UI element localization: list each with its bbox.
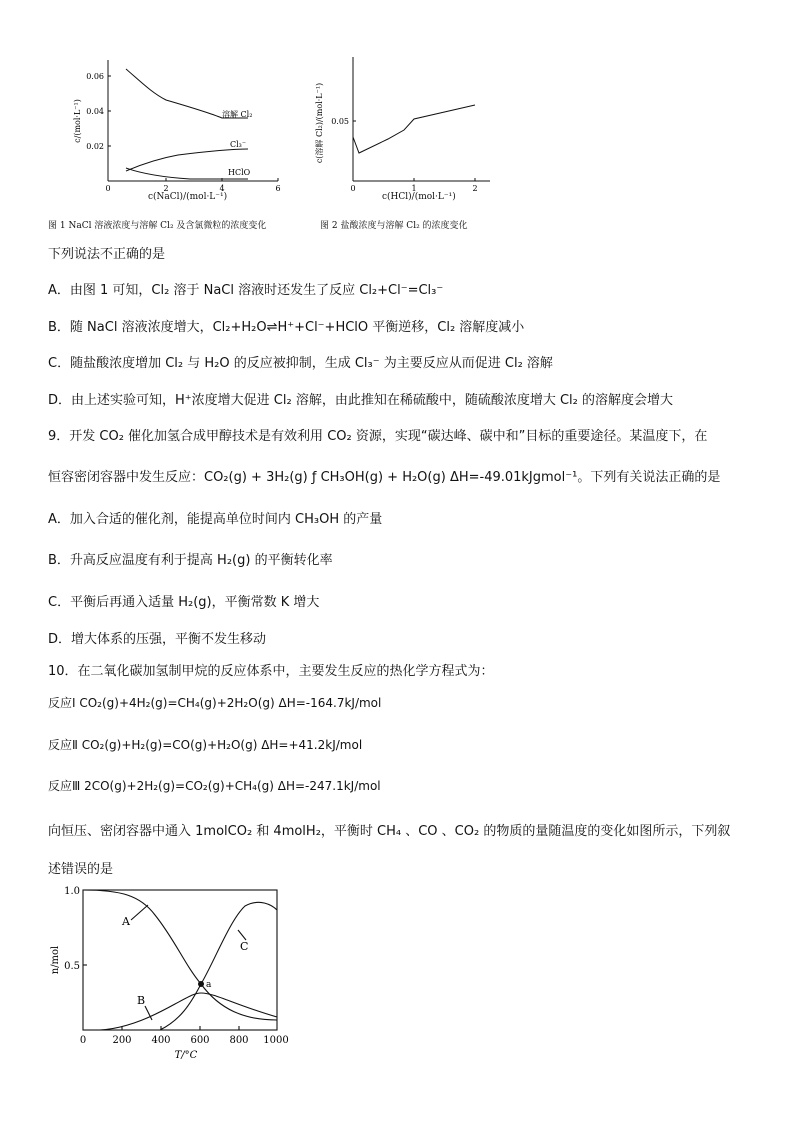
- fig2-xlabel: c(HCl)/(mol·L⁻¹): [382, 192, 456, 202]
- q9-option-c: C．平衡后再通入适量 H₂(g)，平衡常数 K 增大: [48, 595, 320, 610]
- fig3-xtick-2: 400: [151, 1035, 171, 1046]
- q9-option-b: B．升高反应温度有利于提高 H₂(g) 的平衡转化率: [48, 553, 333, 568]
- q9-option-d: D．增大体系的压强，平衡不发生移动: [48, 632, 267, 647]
- fig2-xtick-0: 0: [350, 184, 356, 193]
- fig2-xtick-1: 1: [411, 184, 417, 193]
- fig3-ytick-1: 1.0: [64, 886, 80, 897]
- q9-option-a: A．加入合适的催化剂，能提高单位时间内 CH₃OH 的产量: [48, 512, 383, 527]
- q10-stem-3: 述错误的是: [48, 862, 114, 877]
- fig3-ytick-2: 0.5: [64, 961, 80, 972]
- fig3-xtick-1: 200: [112, 1035, 132, 1046]
- q8-option-a: A．由图 1 可知，Cl₂ 溶于 NaCl 溶液时还发生了反应 Cl₂+Cl⁻=Cl₃⁻: [48, 283, 444, 298]
- q10-stem: 10．在二氧化碳加氢制甲烷的反应体系中，主要发生反应的热化学方程式为：: [48, 664, 494, 679]
- q10-reaction-1: 反应Ⅰ CO₂(g)+4H₂(g)=CH₄(g)+2H₂O(g) ΔH=-164.7kJ/mol: [48, 696, 382, 710]
- curve-c: [83, 902, 277, 1030]
- fig1-caption: 图 1 NaCl 溶液浓度与溶解 Cl₂ 及含氯微粒的浓度变化: [48, 221, 267, 231]
- q9-stem-2: 恒容密闭容器中发生反应：CO₂(g) + 3H₂(g) ƒ CH₃OH(g) + H₂O(g) ΔH=-49.01kJgmol⁻¹。下列有关说法正确的是: [48, 470, 721, 485]
- curve-c-label: C: [240, 940, 249, 953]
- q10-stem-2: 向恒压、密闭容器中通入 1molCO₂ 和 4molH₂，平衡时 CH₄ 、CO 、CO₂ 的物质的量随温度的变化如图所示，下列叙: [48, 824, 731, 839]
- fig1-label-dissolved: 溶解 Cl₂: [222, 110, 253, 119]
- curve-a-label: A: [122, 915, 130, 928]
- fig1-label-hclo: HClO: [228, 168, 251, 177]
- curve-b-label: B: [137, 994, 146, 1007]
- point-a-label: a: [206, 980, 212, 990]
- fig1-xtick-1: 2: [163, 184, 169, 193]
- fig1-label-cl3: Cl₃⁻: [230, 140, 247, 149]
- fig1-ylabel: c/(mol·L⁻¹): [73, 99, 82, 143]
- q8-option-c: C．随盐酸浓度增加 Cl₂ 与 H₂O 的反应被抑制，生成 Cl₃⁻ 为主要反应从而促进 Cl₂ 溶解: [48, 356, 553, 371]
- curve-a: [83, 890, 277, 1020]
- q9-stem-1: 9．开发 CO₂ 催化加氢合成甲醇技术是有效利用 CO₂ 资源，实现“碳达峰、碳中和”目标的重要途径。某温度下，在: [48, 429, 708, 444]
- fig2-ylabel: c(溶解 Cl₂)/(mol·L⁻¹): [315, 82, 324, 164]
- q8-option-d: D．由上述实验可知，H⁺浓度增大促进 Cl₂ 溶解，由此推知在稀硫酸中，随硫酸浓度增大 Cl₂ 的溶解度会增大: [48, 393, 673, 408]
- fig3-xlabel: T/°C: [174, 1050, 198, 1061]
- fig1-xtick-0: 0: [105, 184, 111, 193]
- fig3-xtick-0: 0: [79, 1035, 87, 1046]
- fig3-xtick-5: 1000: [263, 1035, 289, 1046]
- fig3-xtick-4: 800: [229, 1035, 249, 1046]
- fig1-ytick-3: 0.02: [86, 142, 104, 151]
- figure-1-chart: [60, 55, 300, 195]
- fig1-ytick-2: 0.04: [86, 107, 104, 116]
- q10-reaction-3: 反应Ⅲ 2CO(g)+2H₂(g)=CO₂(g)+CH₄(g) ΔH=-247.1kJ/mol: [48, 779, 381, 793]
- curve-b: [100, 993, 277, 1030]
- figure-2-chart: [300, 55, 500, 195]
- fig1-xlabel: c(NaCl)/(mol·L⁻¹): [148, 192, 228, 202]
- fig1-xtick-3: 6: [275, 184, 281, 193]
- point-a-marker: [198, 981, 204, 987]
- fig1-ytick-1: 0.06: [86, 72, 104, 81]
- q10-reaction-2: 反应Ⅱ CO₂(g)+H₂(g)=CO(g)+H₂O(g) ΔH=+41.2kJ/mol: [48, 738, 363, 752]
- fig3-ylabel: n/mol: [50, 945, 61, 975]
- fig2-curve: [353, 105, 475, 153]
- q8-option-b: B．随 NaCl 溶液浓度增大，Cl₂+H₂O⇌H⁺+Cl⁻+HClO 平衡逆移，Cl₂ 溶解度减小: [48, 320, 525, 335]
- fig2-ytick-1: 0.05: [331, 117, 349, 126]
- fig1-xtick-2: 4: [219, 184, 225, 193]
- q8-stem: 下列说法不正确的是: [48, 247, 166, 262]
- fig2-caption: 图 2 盐酸浓度与溶解 Cl₂ 的浓度变化: [320, 221, 468, 231]
- figure-3-chart: [40, 880, 300, 1080]
- fig2-xtick-2: 2: [472, 184, 478, 193]
- fig3-xtick-3: 600: [190, 1035, 210, 1046]
